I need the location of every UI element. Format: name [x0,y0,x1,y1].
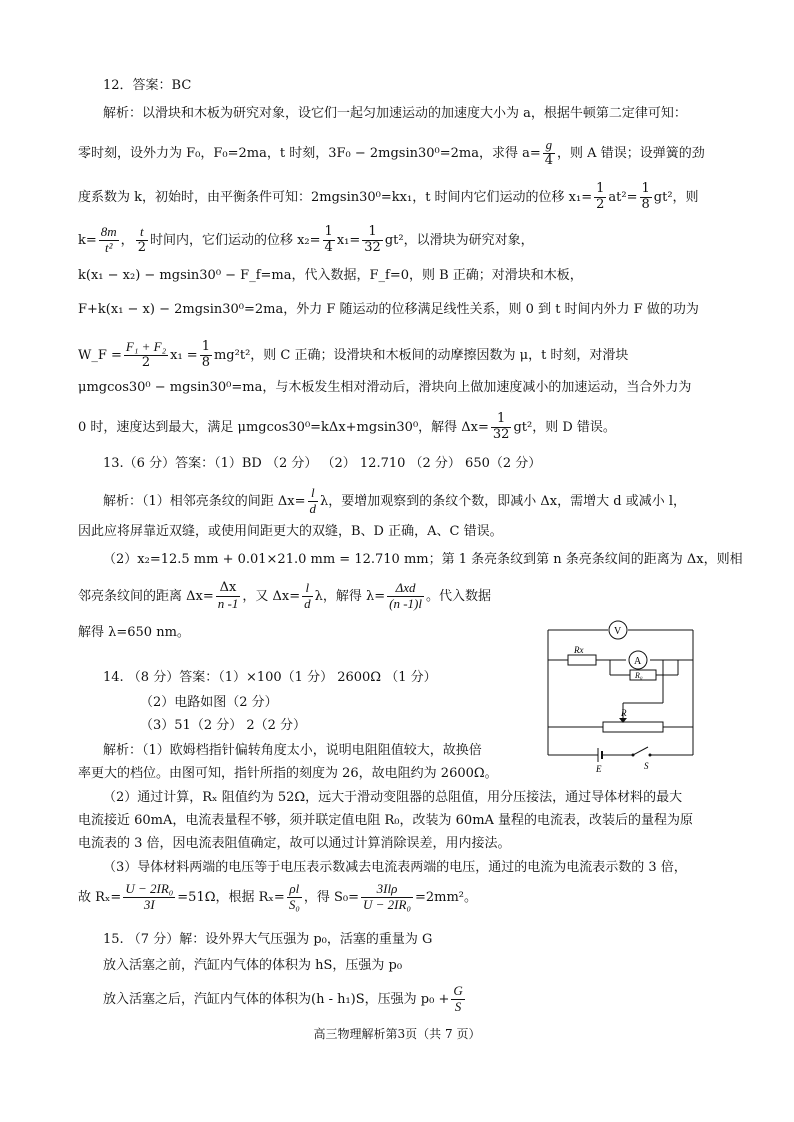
q15-header: 15. （7 分）解：设外界大气压强为 p₀，活塞的重量为 G [103,932,433,947]
q15-line1: 放入活塞之前，汽缸内气体的体积为 hS，压强为 p₀ [103,958,403,973]
q14-header: 14. （8 分）答案：（1）×100（1 分） 2600Ω （1 分） [103,670,437,685]
page-footer: 高三物理解析第3页（共 7 页） [313,1027,481,1041]
q12-line9: 0 时，速度达到最大，满足 μmgcos30⁰=kΔx+mgsin30⁰，解得 Δx= $\frac{1}{32}$ gt²，则 D 错误。 [78,411,616,442]
q12-line6: F+k(x₁ − x) − 2mgsin30⁰=2ma，外力 F 随运动的位移满足线性关系，则 0 到 t 时间内外力 F 做的功为 [78,302,699,317]
q15-line2: 放入活塞之后，汽缸内气体的体积为(h - h₁)S，压强为 p₀ + $\frac{G}{S}$ [103,983,463,1014]
q12-header: 12．答案：BC [103,78,192,93]
q13-line5: 解得 λ=650 nm。 [78,625,190,640]
voltmeter-label: V [614,626,622,637]
q14-line5: 电流表的 3 倍，因电流表阻值确定，故可以通过计算消除误差，用内接法。 [78,836,511,851]
q13-header: 13.（6 分）答案：（1）BD （2 分） （2） 12.710 （2 分） 650（2 分） [103,456,542,471]
q12-line4: k= $\frac{8m}{\text{t²}}$ ， $\frac{t}{2}$ 时间内，它们运动的位移 x₂= $\frac{1}{4}$ x₁= $\frac{1}{32}$ gt²，以滑块为研究对象， [78,224,534,255]
q12-line7: W_F = $\frac{\text{F₁ + F₂}}{2}$ x₁ = $\frac{1}{8}$ mg²t²，则 C 正确；设滑块和木板间的动摩擦因数为 μ，t 时刻，对滑块 [78,339,629,370]
ammeter-label: A [634,656,642,667]
battery-label: E [596,764,602,774]
q14-line2: 率更大的档位。由图可知，指针所指的刻度为 26，故电阻约为 2600Ω。 [78,766,498,781]
q14-answer2: （2）电路如图（2 分） [140,695,278,710]
q14-line1: 解析：（1）欧姆档指针偏转角度太小，说明电阻阻值较大，故换倍 [103,743,482,758]
q14-line7: 故 Rₓ= $\frac{\text{U − 2IR₀}}{3I}$ =51Ω，根据 Rₓ= $\frac{\rho l}{\text{S₀}}$ ，得 S₀= 3Ilρ U − 2IR₀ =2mm²。 [78,881,477,912]
q13-line3: （2）x₂=12.5 mm + 0.01×21.0 mm = 12.710 mm；第 1 条亮条纹到第 n 条亮条纹间的距离为 Δx，则相 [103,552,743,567]
r0-label: R₀ [635,671,643,680]
circuit-diagram [538,615,698,775]
rheostat-label: R [621,708,627,718]
q13-line2: 因此应将屏靠近双缝，或使用间距更大的双缝，B、D 正确，A、C 错误。 [78,524,503,539]
q12-line3: 度系数为 k，初始时，由平衡条件可知：2mgsin30⁰=kx₁，t 时间内它们运动的位移 x₁= $\frac{1}{2}$ at²= $\frac{1}{8}$ gt²，则 [78,181,699,212]
q14-line6: （3）导体材料两端的电压等于电压表示数减去电流表两端的电压，通过的电流为电流表示数的 3 倍， [103,860,687,875]
q14-answer3: （3）51（2 分） 2（2 分） [140,718,307,733]
q12-line1: 解析：以滑块和木板为研究对象，设它们一起匀加速运动的加速度大小为 a，根据牛顿第二定律可知： [103,106,687,121]
switch-label: S [644,761,649,771]
q13-line4: 邻亮条纹间的距离 Δx= $\frac{\Delta x}{n -1}$ ，又 Δx= $\frac{l}{d}$ λ，解得 λ= Δxd (n -1)l 。代入数据 [78,580,491,611]
q14-line4: 电流接近 60mA，电流表量程不够，须并联定值电阻 R₀，改装为 60mA 量程的电流表，改装后的量程为原 [78,813,694,828]
q12-line2: 零时刻，设外力为 F₀，F₀=2ma，t 时刻，3F₀ − 2mgsin30⁰=2ma，求得 a= $\frac{g}{4}$ ，则 A 错误；设弹簧的劲 [78,137,705,168]
q12-line8: μmgcos30⁰ − mgsin30⁰=ma，与木板发生相对滑动后，滑块向上做加速度减小的加速运动，当合外力为 [78,380,692,395]
q12-line5: k(x₁ − x₂) − mgsin30⁰ − F_f=ma，代入数据，F_f=0，则 B 正确；对滑块和木板， [78,268,583,283]
q13-line1: 解析：（1）相邻亮条纹的间距 Δx= $\frac{l}{d}$ λ，要增加观察到的条纹个数，即减小 Δx，需增大 d 或减小 l， [103,485,686,516]
rx-label: Rx [574,645,584,655]
q14-line3: （2）通过计算，Rₓ 阻值约为 52Ω，远大于滑动变阻器的总阻值，用分压接法，通过导体材料的最大 [103,790,683,805]
